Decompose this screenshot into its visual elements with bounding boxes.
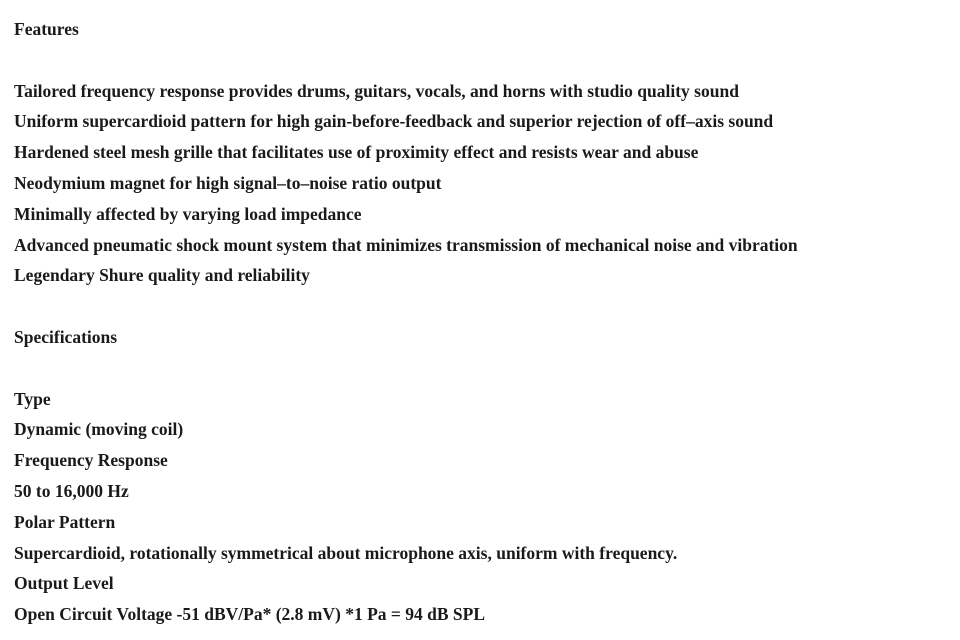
spacer <box>14 357 960 388</box>
feature-item: Legendary Shure quality and reliability <box>14 265 310 286</box>
spec-label-output-level: Output Level <box>14 573 114 594</box>
spec-label-type: Type <box>14 388 51 409</box>
spacer <box>14 49 960 80</box>
feature-item: Tailored frequency response provides drums, guitars, vocals, and horns with studio quality sound <box>14 80 739 101</box>
spec-value-frequency-response: 50 to 16,000 Hz <box>14 480 129 501</box>
spec-label-frequency-response: Frequency Response <box>14 450 168 471</box>
feature-item: Minimally affected by varying load impedance <box>14 203 362 224</box>
feature-item: Hardened steel mesh grille that facilitates use of proximity effect and resists wear and abuse <box>14 142 699 163</box>
feature-item: Uniform supercardioid pattern for high gain-before-feedback and superior rejection of off–axis sound <box>14 111 774 132</box>
features-heading: Features <box>14 19 79 39</box>
spec-value-polar-pattern: Supercardioid, rotationally symmetrical about microphone axis, uniform with frequency. <box>14 542 678 563</box>
feature-item: Advanced pneumatic shock mount system that minimizes transmission of mechanical noise and vibration <box>14 234 798 255</box>
spec-value-type: Dynamic (moving coil) <box>14 419 184 440</box>
specifications-heading: Specifications <box>14 326 118 347</box>
feature-item: Neodymium magnet for high signal–to–noise ratio output <box>14 172 442 193</box>
spec-label-polar-pattern: Polar Pattern <box>14 511 116 532</box>
spec-value-output-level: Open Circuit Voltage -51 dBV/Pa* (2.8 mV) *1 Pa = 94 dB SPL <box>14 604 485 625</box>
spacer <box>14 295 960 326</box>
